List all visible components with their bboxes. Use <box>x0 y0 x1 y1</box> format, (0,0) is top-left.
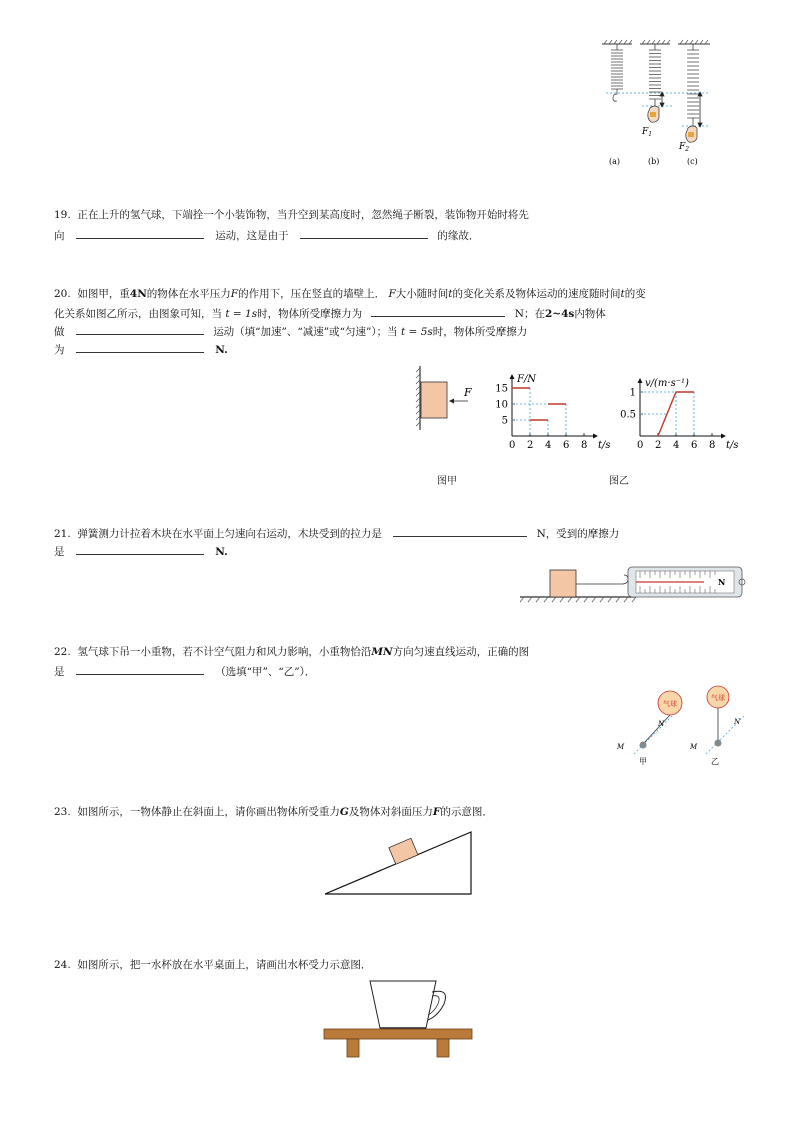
q20-line4: 为 N. <box>54 341 228 357</box>
table-top <box>324 1029 472 1039</box>
y-tick-label: 1 <box>629 387 636 399</box>
y-tick-label: 15 <box>495 383 508 395</box>
q22-figure <box>614 680 754 770</box>
label-c: (c) <box>687 157 698 166</box>
x-tick-label: 4 <box>545 440 552 451</box>
x-tick-label: 8 <box>709 440 716 451</box>
table-leg-right <box>437 1039 449 1057</box>
x-axis-arrow <box>721 434 726 439</box>
label-a: (a) <box>609 157 621 166</box>
scale-unit-label: N <box>718 577 726 587</box>
q22-line2: 是 （选填“甲”、“乙”）． <box>54 663 315 679</box>
balloon-yi <box>689 686 744 766</box>
f1-label: $F_1$ <box>642 127 653 138</box>
x-tick-label: 2 <box>527 440 534 451</box>
cup <box>370 981 436 1028</box>
q24-cup-table-figure <box>322 976 474 1060</box>
label-b: (b) <box>648 157 660 166</box>
wood-block <box>550 570 576 597</box>
cap-yi: 乙 <box>711 757 719 766</box>
y-axis-arrow <box>510 374 515 379</box>
table-leg-left <box>347 1039 359 1057</box>
svg-text:N: N <box>734 718 741 726</box>
svg-text:N: N <box>658 720 665 728</box>
y-axis-arrow <box>638 378 643 383</box>
q20-blank-2[interactable] <box>76 323 204 335</box>
y-tick-label: 10 <box>495 399 508 411</box>
force-F-label: F <box>464 386 472 399</box>
q19-line1: 19. 正在上升的氢气球，下端拴一个小装饰物，当升空到某高度时，忽然绳子断裂，装饰物开始时将先 <box>54 209 529 221</box>
q24-line1: 24. 如图所示，把一水杯放在水平桌面上，请画出水杯受力示意图． <box>54 959 372 971</box>
y-tick-label: 5 <box>501 415 508 427</box>
block <box>421 382 447 418</box>
y-axis-label: v/(m·s⁻¹) <box>645 378 689 389</box>
x-tick-label: 4 <box>673 440 680 451</box>
q23-incline-figure <box>322 826 474 898</box>
q21-line1: 21. 弹簧测力计拉着木块在水平面上匀速向右运动，木块受到的拉力是 N，受到的摩擦力 <box>54 525 619 541</box>
cap-jia: 甲 <box>639 757 647 766</box>
q19-number: 19. <box>54 209 71 221</box>
q20-chart-f-t <box>492 364 612 456</box>
caption-jia: 图甲 <box>437 476 457 487</box>
x-axis-label: t/s <box>598 440 611 451</box>
q20-line2: 化关系如图乙所示，由图象可知，当 t = 1s时，物体所受摩擦力为 N；在2~4s内物体 <box>54 305 606 321</box>
q20-line3: 做 运动（填“加速”、“减速”或“匀速”）；当 t = 5s时，物体所受摩擦力 <box>54 323 527 339</box>
q19-blank-1[interactable] <box>76 227 204 239</box>
svg-text:M: M <box>617 743 625 751</box>
spring-figure <box>598 38 716 170</box>
svg-text:气球: 气球 <box>711 694 725 702</box>
svg-text:M: M <box>690 743 698 751</box>
q20-line1: 20. 如图甲，重4N的物体在水平压力F的作用下，压在竖直的墙壁上． F大小随时间t的变化关系及物体运动的速度随时间t的变 <box>54 288 646 300</box>
q19-line2: 向 运动，这是由于 的缘故． <box>54 227 479 243</box>
svg-text:气球: 气球 <box>663 700 677 708</box>
q20-blank-3[interactable] <box>76 341 204 353</box>
q21-line2: 是 N. <box>54 543 228 559</box>
x-tick-label: 0 <box>637 440 644 451</box>
q23-line1: 23. 如图所示，一物体静止在斜面上，请你画出物体所受重力G及物体对斜面压力F的示意图． <box>54 806 493 818</box>
y-tick-label: 0.5 <box>620 409 636 421</box>
x-tick-label: 8 <box>581 440 588 451</box>
x-axis-arrow <box>593 434 598 439</box>
balloon-jia <box>616 691 682 766</box>
q22-blank-1[interactable] <box>76 663 204 675</box>
q20-blank-1[interactable] <box>371 305 505 317</box>
q21-blank-1[interactable] <box>393 525 527 537</box>
q21-figure <box>518 562 752 604</box>
q22-line1: 22. 氢气球下吊一小重物，若不计空气阻力和风力影响，小重物恰沿MN方向匀速直线运动，正确的图 <box>54 646 530 658</box>
x-tick-label: 6 <box>691 440 698 451</box>
q20-figure-jia <box>408 362 488 434</box>
f2-label: $F_2$ <box>679 142 690 153</box>
x-tick-label: 6 <box>563 440 570 451</box>
caption-yi: 图乙 <box>609 476 629 487</box>
q21-blank-2[interactable] <box>76 543 204 555</box>
x-axis-label: t/s <box>726 440 739 451</box>
q20-chart-v-t <box>616 364 746 456</box>
q19-blank-2[interactable] <box>300 227 428 239</box>
y-axis-label: F/N <box>517 374 537 385</box>
x-tick-label: 0 <box>509 440 516 451</box>
x-tick-label: 2 <box>655 440 662 451</box>
